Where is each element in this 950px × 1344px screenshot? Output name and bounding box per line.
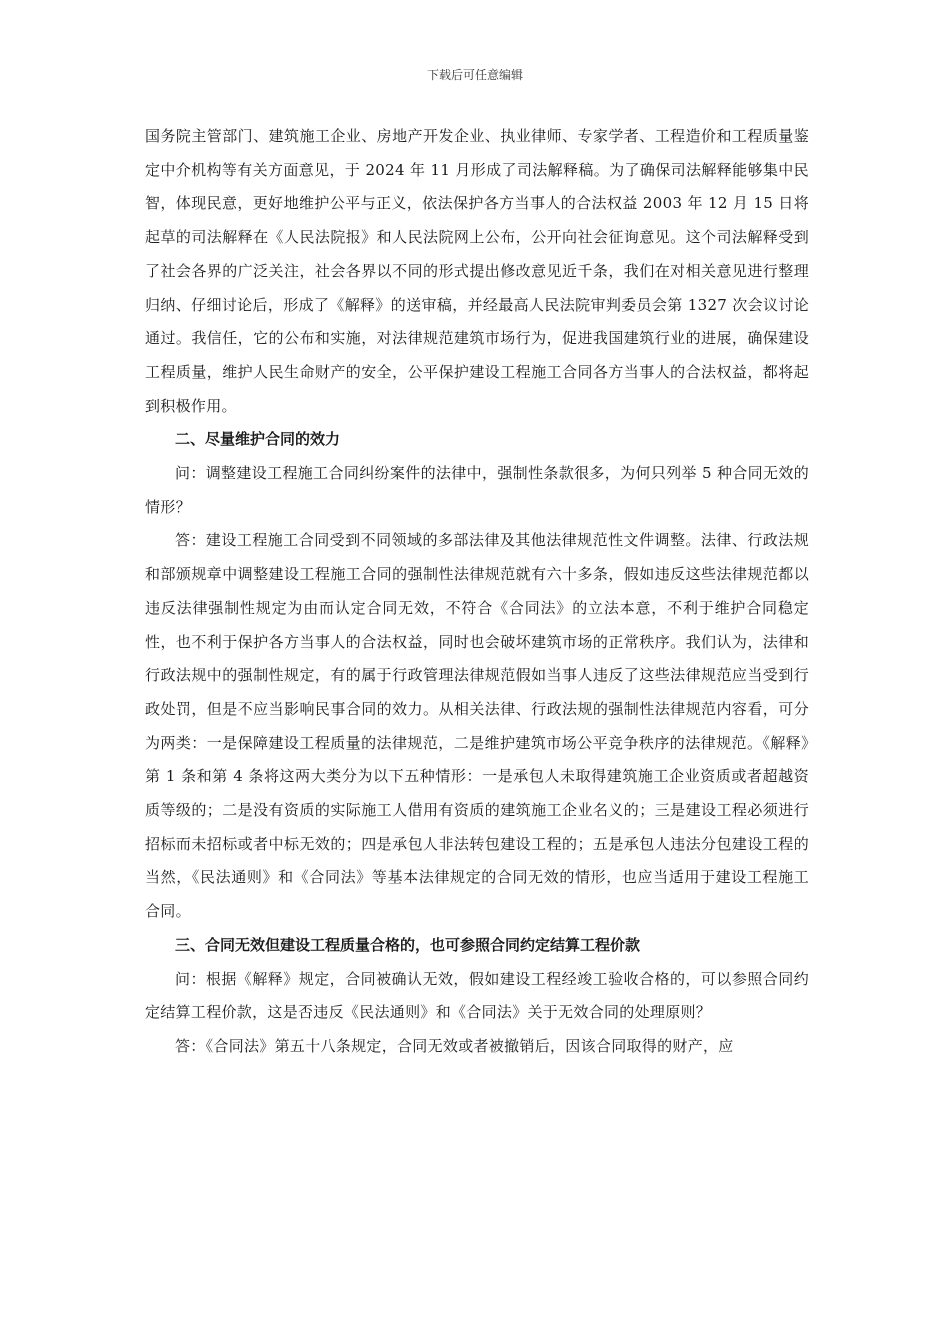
section-heading-3: 三、合同无效但建设工程质量合格的，也可参照合同约定结算工程价款 (175, 935, 641, 954)
section-heading-2: 二、尽量维护合同的效力 (175, 430, 341, 449)
answer-paragraph-2: 答：《合同法》第五十八条规定，合同无效或者被撤销后，因该合同取得的财产，应 (175, 1036, 734, 1055)
document-body (145, 120, 809, 1064)
answer-paragraph-1: 答：建设工程施工合同受到不同领域的多部法律及其他法律规范性文件调整。法律、行政法规和部颁规章中调整建设工程施工合同的强制性法律规范就有六十多条，假如违反这些法律规范都以违反法律强制性规定为由而认定合同无效，不符合《合同法》的立法本意，不利于维护合同稳定性，也不利于保护各方当事人的合法权益，同时也会破坏建筑市场的正常秩序。我们认为，法律和行政法规中的强制性规定，有的属于行政管理法律规范假如当事人违反了这些法律规范应当受到行政处罚，但是不应当影响民事合同的效力。从相关法律、行政法规的强制性法律规范内容看，可分为两类：一是保障建设工程质量的法律规范，二是维护建筑市场公平竞争秩序的法律规范。《解释》第 1 条和第 4 条将这两大类分为以下五种情形：一是承包人未取得建筑施工企业资质或者超越资质等级的；二是没有资质的实际施工人借用有资质的建筑施工企业名义的；三是建设工程必须进行招标而未招标或者中标无效的；四是承包人非法转包建设工程的；五是承包人违法分包建设工程的当然，《民法通则》和《合同法》等基本法律规定的合同无效的情形，也应当适用于建设工程施工合同。 (145, 531, 809, 921)
paragraph-intro-continued: 国务院主管部门、建筑施工企业、房地产开发企业、执业律师、专家学者、工程造价和工程质量鉴定中介机构等有关方面意见，于 2024 年 11 月形成了司法解释稿。为了确保司法解释能够集中民智，体现民意，更好地维护公平与正义，依法保护各方当事人的合法权益 2003 年 12 月 15 日将起草的司法解释在《人民法院报》和人民法院网上公布，公开向社会征询意见。这个司法解释受到了社会各界的广泛关注，社会各界以不同的形式提出修改意见近千条，我们在对相关意见进行整理归纳、仔细讨论后，形成了《解释》的送审稿，并经最高人民法院审判委员会第 1327 次会议讨论通过。我信任，它的公布和实施，对法律规范建筑市场行为，促进我国建筑行业的进展，确保建设工程质量，维护人民生命财产的安全，公平保护建设工程施工合同各方当事人的合法权益，都将起到积极作用。 (145, 127, 809, 415)
page-header: 下载后可任意编辑 (426, 68, 523, 82)
question-paragraph-2: 问：根据《解释》规定，合同被确认无效，假如建设工程经竣工验收合格的，可以参照合同约定结算工程价款，这是否违反《民法通则》和《合同法》关于无效合同的处理原则？ (145, 969, 809, 1022)
question-paragraph-1: 问：调整建设工程施工合同纠纷案件的法律中，强制性条款很多，为何只列举 5 种合同无效的情形？ (145, 464, 809, 516)
